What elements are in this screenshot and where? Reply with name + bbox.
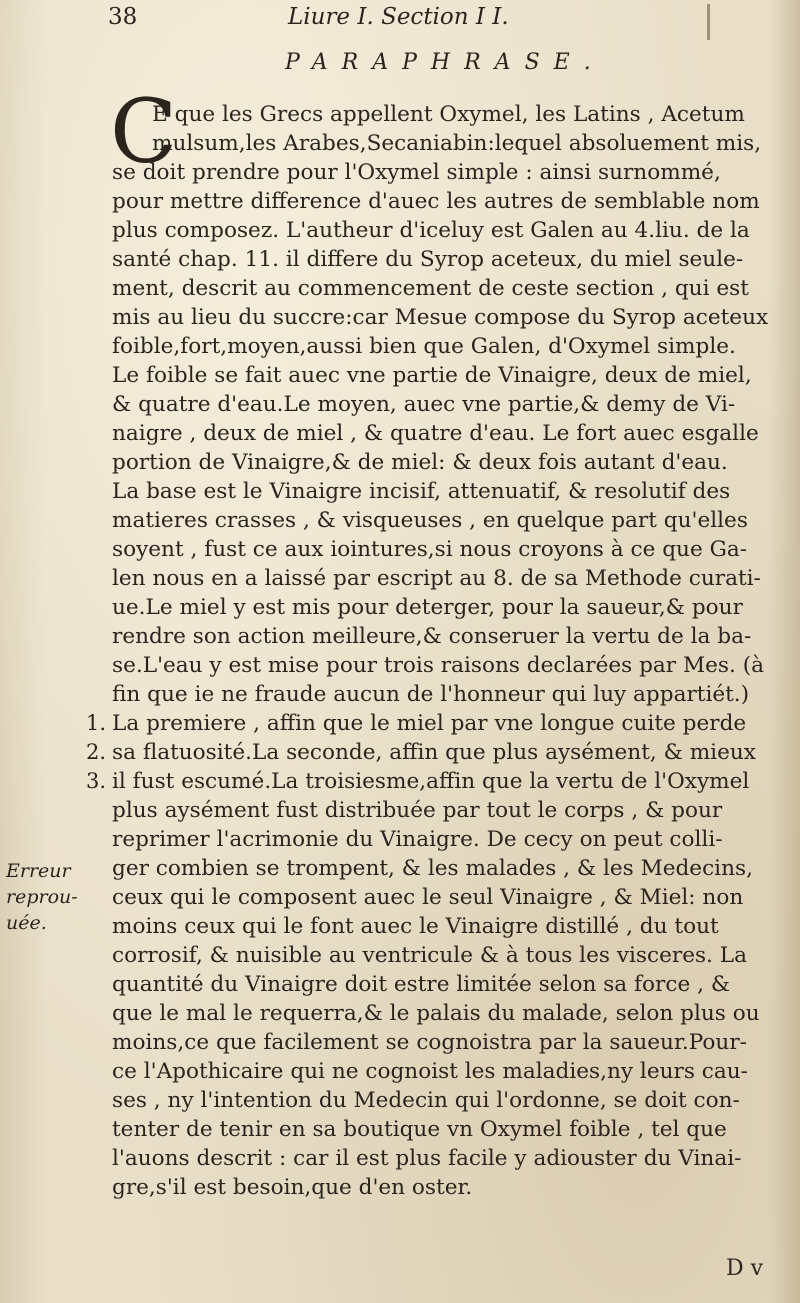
text-line: tenter de tenir en sa boutique vn Oxymel foible , tel que <box>112 1117 727 1142</box>
text-line: se doit prendre pour l'Oxymel simple : ainsi surnommé, <box>112 160 721 185</box>
margin-note <box>6 858 96 936</box>
text-line: portion de Vinaigre,& de miel: & deux fois autant d'eau. <box>112 450 728 475</box>
text-line: pour mettre difference d'auec les autres de semblable nom <box>112 189 760 214</box>
list-numeral: 3. <box>86 769 107 793</box>
text-line: La base est le Vinaigre incisif, attenuatif, & resolutif des <box>112 479 731 504</box>
text-line: santé chap. 11. il differe du Syrop aceteux, du miel seule- <box>112 247 744 272</box>
text-line: que le mal le requerra,& le palais du malade, selon plus ou <box>112 1001 760 1026</box>
text-line: len nous en a laissé par escript au 8. de sa Methode curati- <box>112 566 761 591</box>
text-line: corrosif, & nuisible au ventricule & à tous les visceres. La <box>112 943 748 968</box>
text-line: ment, descrit au commencement de ceste section , qui est <box>112 276 749 301</box>
text-line: foible,fort,moyen,aussi bien que Galen, d'Oxymel simple. <box>112 334 736 359</box>
text-line: sa flatuosité.La seconde, affin que plus aysément, & mieux <box>112 740 756 765</box>
text-line: naigre , deux de miel , & quatre d'eau. Le fort auec esgalle <box>112 421 759 446</box>
text-line: quantité du Vinaigre doit estre limitée selon sa force , & <box>112 972 731 997</box>
page-number: 38 <box>108 4 138 30</box>
text-line: moins ceux qui le font auec le Vinaigre distillé , du tout <box>112 914 719 939</box>
text-line: ceux qui le composent auec le seul Vinaigre , & Miel: non <box>112 885 744 910</box>
list-numeral: 1. <box>86 711 107 735</box>
text-line: mulsum,les Arabes,Secaniabin:lequel absoluement mis, <box>152 131 762 156</box>
text-line: ger combien se trompent, & les malades , & les Medecins, <box>112 856 753 881</box>
text-line: reprimer l'acrimonie du Vinaigre. De cecy on peut colli- <box>112 827 723 852</box>
text-line: gre,s'il est besoin,que d'en oster. <box>112 1175 473 1200</box>
text-line: l'auons descrit : car il est plus facile y adiouster du Vinai- <box>112 1146 742 1171</box>
text-line: & quatre d'eau.Le moyen, auec vne partie,& demy de Vi- <box>112 392 736 417</box>
margin-note-line: uée. <box>6 912 47 934</box>
text-line: soyent , fust ce aux iointures,si nous croyons à ce que Ga- <box>112 537 748 562</box>
text-line: il fust escumé.La troisiesme,affin que la vertu de l'Oxymel <box>112 769 750 794</box>
text-line: E que les Grecs appellent Oxymel, les Latins , Acetum <box>152 102 745 127</box>
text-line: La premiere , affin que le miel par vne longue cuite perde <box>112 711 747 736</box>
margin-note-line: Erreur <box>6 860 71 882</box>
text-line: se.L'eau y est mise pour trois raisons declarées par Mes. (à <box>112 653 764 678</box>
margin-note-line: reprou- <box>6 886 78 908</box>
text-line: fin que ie ne fraude aucun de l'honneur qui luy appartiét.) <box>112 682 750 707</box>
text-line: rendre son action meilleure,& conseruer la vertu de la ba- <box>112 624 752 649</box>
catchword: D v <box>726 1256 764 1281</box>
text-line: ce l'Apothicaire qui ne cognoist les maladies,ny leurs cau- <box>112 1059 748 1084</box>
text-line: mis au lieu du succre:car Mesue compose du Syrop aceteux <box>112 305 769 330</box>
text-line: plus composez. L'autheur d'iceluy est Galen au 4.liu. de la <box>112 218 750 243</box>
drop-cap: C <box>110 80 178 183</box>
text-line: moins,ce que facilement se cognoistra par la saueur.Pour- <box>112 1030 747 1055</box>
running-head: Liure I. Section I I. <box>288 4 509 30</box>
list-numeral: 2. <box>86 740 107 764</box>
page-header <box>108 4 648 38</box>
text-line: ue.Le miel y est mis pour deterger, pour la saueur,& pour <box>112 595 743 620</box>
text-line: ses , ny l'intention du Medecin qui l'ordonne, se doit con- <box>112 1088 740 1113</box>
text-line: matieres crasses , & visqueuses , en quelque part qu'elles <box>112 508 748 533</box>
text-line: Le foible se fait auec vne partie de Vinaigre, deux de miel, <box>112 363 752 388</box>
text-line: plus aysément fust distribuée par tout le corps , & pour <box>112 798 723 823</box>
edge-mark <box>707 4 710 40</box>
section-title: PARAPHRASE. <box>285 50 605 75</box>
